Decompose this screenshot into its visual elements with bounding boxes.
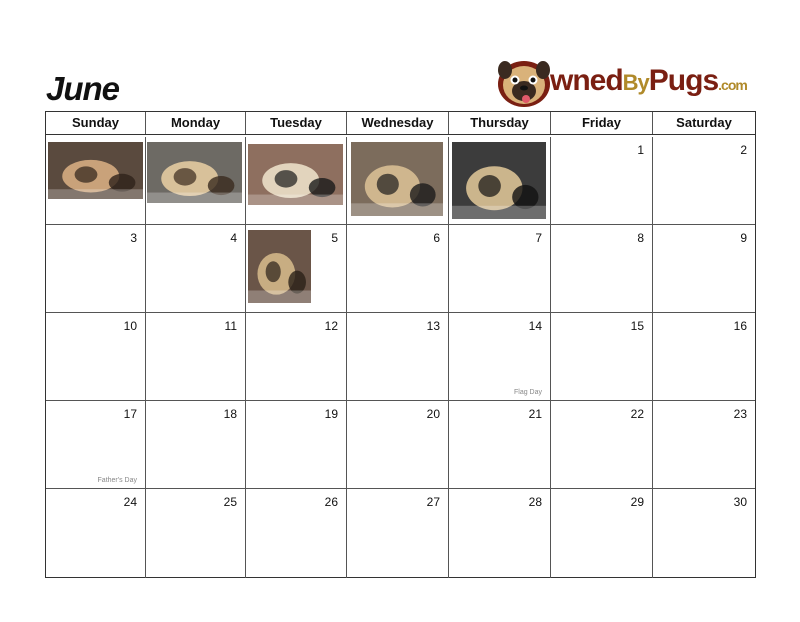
day-number: 23 [733,407,747,421]
day-number: 1 [637,143,644,157]
holiday-flag-day: Flag Day [513,389,542,396]
weekday-thursday: Thursday [449,112,551,134]
day-number: 22 [630,407,644,421]
day-cell-saturday [653,401,755,489]
weekday-tuesday: Tuesday [246,112,347,134]
day-cell-saturday [653,313,755,401]
weekday-monday: Monday [146,112,246,134]
day-cell-wednesday [347,313,449,401]
day-number: 29 [630,495,644,509]
day-cell-saturday [653,137,755,225]
day-cell-wednesday [347,401,449,489]
day-number: 9 [740,231,747,245]
day-number: 11 [224,319,237,333]
day-number: 25 [223,495,237,509]
day-number: 15 [630,319,644,333]
day-number: 5 [331,231,338,245]
day-cell-monday [146,401,246,489]
day-number: 27 [426,495,440,509]
day-number: 18 [223,407,237,421]
day-number: 13 [426,319,440,333]
day-cell-tuesday [246,313,347,401]
day-cell-friday [551,401,653,489]
pug-face-icon [496,58,552,108]
day-cell-friday [551,489,653,578]
photo-pug-and-puppy [248,144,343,205]
day-number: 14 [528,319,542,333]
day-number: 20 [426,407,440,421]
photo-pug-bunny-ears [248,230,311,303]
calendar-grid [45,111,756,578]
photo-dogs-in-crate [452,142,546,219]
day-number: 8 [637,231,644,245]
day-number: 3 [130,231,137,245]
logo-text-pugs: Pugs [648,64,719,97]
day-cell-friday [551,137,653,225]
day-grid [46,137,755,577]
day-cell-thursday [449,225,551,313]
weekday-friday: Friday [551,112,653,134]
day-number: 30 [733,495,747,509]
day-number: 12 [324,319,338,333]
day-number: 24 [123,495,137,509]
day-cell-tuesday [246,401,347,489]
photo-sleeping-pugs [48,142,143,199]
day-cell-monday [146,489,246,578]
day-cell-sunday [46,313,146,401]
holiday-fathers-day: Father's Day [97,477,137,484]
day-cell-wednesday [347,225,449,313]
day-cell-tuesday [246,489,347,578]
day-cell-sunday [46,401,146,489]
day-cell-thursday [449,313,551,401]
weekday-header [46,112,755,135]
day-number: 19 [324,407,338,421]
day-number: 21 [528,407,542,421]
day-cell-monday [146,313,246,401]
owned-by-pugs-logo [496,58,746,108]
day-number: 28 [528,495,542,509]
day-number: 2 [740,143,747,157]
day-number: 10 [123,319,137,333]
day-cell-saturday [653,489,755,578]
logo-text-by: By [622,70,649,95]
weekday-wednesday: Wednesday [347,112,449,134]
day-cell-sunday [46,489,146,578]
day-cell-friday [551,225,653,313]
day-number: 16 [733,319,747,333]
day-cell-friday [551,313,653,401]
logo-text [550,64,747,98]
day-number: 26 [324,495,338,509]
weekday-sunday: Sunday [46,112,146,134]
day-cell-saturday [653,225,755,313]
day-number: 7 [535,231,542,245]
logo-text-wned: wned [550,64,623,97]
day-cell-wednesday [347,489,449,578]
weekday-saturday: Saturday [676,115,732,130]
day-cell-thursday [449,401,551,489]
day-cell-sunday [46,225,146,313]
photo-pug-with-puppies [351,142,443,216]
day-cell-monday [146,225,246,313]
day-cell-thursday [449,489,551,578]
day-number: 4 [230,231,237,245]
photo-pug-with-toy [147,142,242,203]
logo-text-com: .com [718,77,747,93]
day-number: 6 [433,231,440,245]
month-title: June [46,70,120,107]
day-number: 17 [123,407,137,421]
